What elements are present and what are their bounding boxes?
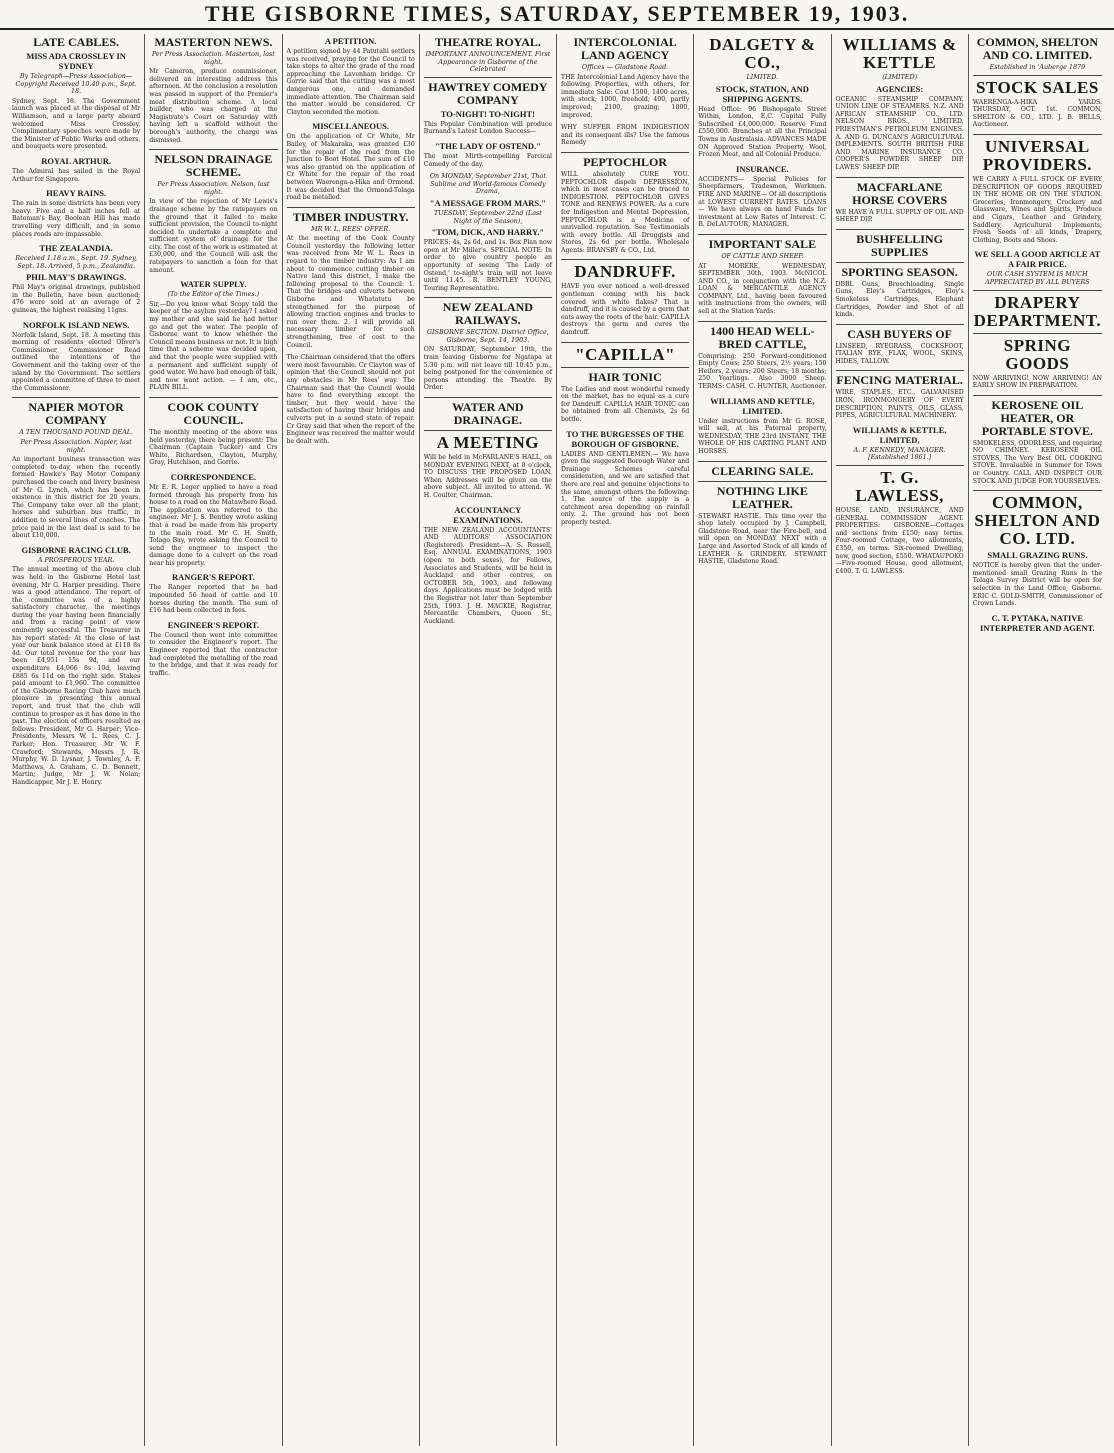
column-7 (832, 34, 969, 1446)
article-heading: COMMON, SHELTON AND CO. LTD. (974, 493, 1101, 549)
article-dateline: GISBORNE SECTION. District Office, Gisborne, Sept. 14, 1903. (426, 328, 549, 344)
column-2 (145, 34, 282, 1446)
article-heading: IMPORTANT SALE (708, 236, 817, 251)
article-heading: KEROSENE OIL HEATER, OR PORTABLE STOVE. (981, 397, 1093, 438)
article-body: PRICES: 4s, 2s 6d, and 1s. Box Plan now open at Mr Miller's. SPECIAL NOTE: In order to give country people an opportunity of seeing 'The Lady of Ostend,' to-night's train will not leave until 11.45. R. BENTLEY YOUNG, Touring Representative. (423, 239, 552, 292)
article-heading: T. G. LAWLESS, (855, 468, 944, 506)
article-body: In view of the rejection of Mr Lewis's drainage scheme by the ratepayers on the ground that it failed to make sufficient provision, the Council to-night decided to undertake a complete and sufficient system of drainage for the city. The cost of the work is estimated at £30,000, and the Council will ask the ratepayers to sanction a loan for that amount. (149, 198, 278, 274)
article-body: OCEANIC STEAMSHIP COMPANY. UNION LINE OF STEAMERS. N.Z. AND AFRICAN STEAMSHIP CO., LTD. NELSON BROS., LIMITED. PRIESTMAN'S PETROLEUM ENGINES. A. AND G. DUNCAN'S AGRICULTURAL IMPLEMENTS. SOUTH BRITISH FIRE AND MARINE INSURANCE CO. COOPER'S POWDER SHEEP DIP. LAWES' SHEEP DIP. (835, 95, 964, 171)
column-rule (424, 430, 552, 431)
masthead (0, 0, 1114, 30)
article-heading: WILLIAMS & KETTLE (842, 35, 957, 72)
article-heading: PHIL MAY'S DRAWINGS. (26, 272, 127, 283)
article-heading: DALGETY & CO., (709, 35, 816, 72)
column-rule (424, 297, 552, 298)
article-body: THE Intercolonial Land Agency have the following Properties, with others, for immediate Sale: Cost 1500, 1400 acres, with stock; 1000, freehold; 400, partly improved; 2100, grazing; 1800, improved. (561, 73, 690, 119)
column-rule (561, 367, 689, 368)
article-body: On the application of Cr White, Mr Bailey, of Makaraka, was granted £30 for the repair of the road from the Junction to Boot Hotel. The sum of £10 was also granted on the application of Cr White for the repair of the road between Waerenga-a-Hika and Ormond. It was decided that the Ormond-Tolaga road be metalled. (286, 133, 415, 202)
article-body: WILL absolutely CURE YOU. PEPTOCHLOR dispels DEPRESSION, which in most cases can be traced to INDIGESTION. PEPTOCHLOR GIVES TONE and RENEWS POWER. As a cure for Indigestion and Mental Depression, PEPTOCHLOR is a Medicine of unrivalled reputation. See Testimonials with every bottle. All Druggists and Stores, 2s 6d per bottle. Wholesale Agents: BRANSBY & CO., Ltd. (561, 170, 690, 254)
column-rule (12, 397, 140, 398)
article-heading: GISBORNE RACING CLUB. (21, 544, 131, 555)
article-body: WE CARRY A FULL STOCK OF EVERY DESCRIPTION OF GOODS REQUIRED IN THE HOME OR ON THE STATION. Groceries, Ironmongery, Crockery and Glassware, Wines and Spirits, Produce and Cigars, Leather and Grindery, Saddlery, Agricultural Implements, Fresh Seeds of all kinds, Drapery, Clothing, Boots and Shoes. (972, 175, 1102, 244)
article-body: Mr E. R. Leger applied to have a road formed through his property from his house to a road on the Matawhero Road. The application was referred to the engineer. Mr J. S. Bentley wrote asking that a road be made from his property to the main road. Mr C. H. Smith, Tolago Bay, wrote asking the Council to send the engineer to inspect the damage done to a culvert on the road near his property. (149, 483, 278, 567)
column-rule (698, 481, 826, 482)
article-body: ON SATURDAY, September 19th, the train leaving Gisborne for Ngatapa at 5.30 p.m. will not leave till 10.45 p.m., being postponed for the convenience of persons attending the Theatre. By Order. (423, 346, 552, 392)
column-rule (973, 75, 1102, 76)
article-heading: ENGINEER'S REPORT. (167, 619, 259, 630)
column-rule (973, 395, 1102, 396)
article-heading: FENCING MATERIAL. (836, 373, 963, 388)
article-heading: NOTHING LIKE LEATHER. (716, 483, 808, 511)
article-heading: WILLIAMS & KETTLE, LIMITED, (852, 424, 947, 445)
article-body: An important business transaction was completed to-day, when the recently formed Hawke's Bay Motor Company purchased the coach and livery business of Mr G. Lynch, which has been in existence in this district for 20 years. The Company take over all the plant, horses and suburban bus traffic, in addition to several lines of coaches. The price paid in the last deal is said to be about £10,000. (12, 456, 141, 540)
article-body: WIRE, STAPLES, ETC., GALVANISED IRON, IRONMONGERY OF EVERY DESCRIPTION, PAINTS, OILS, GLASS, PIPES, AGRICULTURAL MACHINERY. (835, 389, 964, 420)
article-body: WHY SUFFER FROM INDIGESTION and its consequent ills? Use the famous Remedy (561, 124, 690, 147)
article-body: The most Mirth-compelling Farcical Comedy of the day. (423, 152, 552, 168)
newspaper-title: THE GISBORNE TIMES, SATURDAY, SEPTEMBER 19, 1903. (204, 1, 910, 26)
article-dateline: Received 1.18 a.m., Sept. 19. Sydney, Sept. 18. Arrived, 5 p.m., Zealandia. (15, 254, 137, 270)
article-dateline: (To the Editor of the Times.) (167, 290, 260, 299)
column-rule (836, 324, 964, 325)
article-heading: TO-NIGHT! TO-NIGHT! (440, 108, 535, 119)
column-rule (561, 342, 689, 343)
column-rule (149, 397, 277, 398)
article-body: THE NEW ZEALAND ACCOUNTANTS' AND AUDITORS' ASSOCIATION (Registered). President—A. S. Russell, Esq. ANNUAL EXAMINATIONS, 1903 (open to both sexes), for Fellows, Associates and Students, will be held in Auckland and other centres, on OCTOBER 5th, 1903, and following days. Applications must be lodged with the Registrar not later than September 25th, 1903. J. H. MACKIE, Registrar, Mercantile Chambers, Queen St., Auckland. (423, 526, 552, 625)
article-heading: INSURANCE. (736, 163, 789, 174)
article-heading: COOK COUNTY COUNCIL. (167, 399, 260, 427)
article-dateline: Per Press Association. Masterton, last night. (151, 50, 275, 66)
article-heading: NEW ZEALAND RAILWAYS. (442, 300, 533, 328)
article-heading: COMMON, SHELTON AND CO. LIMITED. (976, 35, 1099, 62)
article-heading: WE SELL A GOOD ARTICLE AT A FAIR PRICE. (974, 249, 1101, 270)
article-body: A petition signed by 44 Patutahi settlers was received, praying for the Council to take steps to alter the grade of the road approaching the Lavenham bridge. Cr Gorrie said that the cutting was a most dangerous one, and demanded immediate attention. The Chairman said the matter would be considered. Cr Clayton seconded the motion. (286, 48, 415, 116)
column-3 (283, 34, 420, 1446)
column-rule (424, 397, 552, 398)
column-5 (557, 34, 694, 1446)
article-heading: HEAVY RAINS. (46, 188, 107, 199)
article-body: Sir,—Do you know what Scopy told the keeper at the asylum yesterday? I asked my mother and she said he had better go and get the water. The people of Gisborne want to know whether the Council means business or not. It is high time that a scheme was decided upon, and that the people were supplied with a permanent and sufficient supply of good water. We have had enough of talk, and now want action. — I am, etc., PLAIN BILL. (149, 300, 278, 392)
article-dateline: Established in 'Auberge 1879 (989, 63, 1086, 71)
article-heading: NAPIER MOTOR COMPANY (28, 400, 124, 428)
article-heading: WILLIAMS AND KETTLE, LIMITED. (710, 395, 815, 416)
article-heading: CASH BUYERS OF (847, 326, 952, 341)
article-heading: STOCK SALES (975, 77, 1099, 97)
article-heading: NORFOLK ISLAND NEWS. (22, 319, 130, 330)
article-heading: LATE CABLES. (33, 35, 120, 49)
column-rule (287, 207, 415, 208)
article-body: Mr Cameron, produce commissioner, delivered an interesting address this afternoon. At the conclusion a resolution was passed in support of the Premier's meat distribution scheme. A local builder, who was charged at the Magistrate's Court on Saturday with having left a scaffold without the borough's authority, the charge was dismissed. (149, 68, 278, 144)
article-heading: AGENCIES: (876, 83, 924, 94)
article-heading: TIMBER INDUSTRY. (292, 209, 409, 224)
article-dateline: IMPORTANT ANNOUNCEMENT. First Appearance in Gisborne of the Celebrated (425, 50, 551, 74)
article-heading: ACCOUNTANCY EXAMINATIONS. (453, 504, 523, 525)
article-body: The Ladies and most wonderful remedy on the market, has no equal as a cure for Dandruff. CAPILLA HAIR TONIC can be obtained from all Chemists, 2s 6d bottle. (561, 385, 690, 423)
article-heading: TO THE BURGESSES OF THE BOROUGH OF GISBORNE. (566, 428, 685, 449)
article-dateline: OF CATTLE AND SHEEP. (721, 251, 804, 260)
article-dateline: A. F. KENNEDY, MANAGER. [Established 1861.] (853, 445, 946, 462)
article-heading: SMALL GRAZING RUNS. (987, 550, 1088, 561)
article-body: NOW ARRIVING! NOW ARRIVING! AN EARLY SHOW IN PREPARATION. (972, 374, 1102, 390)
article-dateline: On MONDAY, September 21st, That Sublime and World-famous Comedy Drama, (429, 172, 546, 196)
article-dateline: By Telegraph—Press Association—Copyright Received 10.40 p.m., Sept. 18. (15, 72, 137, 96)
article-body: At the meeting of the Cook County Council yesterday the following letter was received from Mr W. L. Rees in regard to the timber industry: As I am about to commence cutting timber on Native land this district, I make the following proposal to the Council: 1. That the bridges and culverts between Gisborne and Whatatutu be strengthened for the purpose of allowing traction engines and trucks to run over them. 2. I will provide all necessary timber for such strengthening, free of cost to the Council. (286, 235, 415, 349)
article-heading: CLEARING SALE. (711, 463, 814, 478)
article-heading: C. T. PYTAKA, NATIVE INTERPRETER AND AGENT. (979, 612, 1095, 633)
article-body: WE HAVE A FULL SUPPLY OF OIL AND SHEEP DIP. (835, 208, 964, 224)
article-dateline: A PROSPEROUS YEAR. (37, 555, 115, 564)
article-body: Head Office: 96 Bishopsgate Street Within, London, E.C. Capital Fully Subscribed £4,000,000. Reserve Fund £550,000. Branches at all the Principal Towns in Australasia. ADVANCES MADE ON Approved Station Property, Wool, Frozen Meat, and all Colonial Produce. (698, 105, 827, 159)
column-rule (973, 290, 1102, 291)
article-heading: STOCK, STATION, AND SHIPPING AGENTS. (715, 83, 809, 104)
column-rule (836, 370, 964, 371)
article-heading: MASTERTON NEWS. (154, 35, 273, 49)
article-dateline: Per Press Association. Napier, last night. (20, 438, 132, 454)
article-heading: BUSHFELLING SUPPLIES (856, 231, 943, 259)
article-heading: HAWTREY COMEDY COMPANY (428, 79, 548, 107)
column-rule (973, 490, 1102, 491)
article-heading: ROYAL ARTHUR. (41, 155, 111, 166)
article-heading: A MEETING (436, 433, 540, 453)
article-heading: SPRING GOODS (1003, 335, 1071, 373)
article-heading: THEATRE ROYAL. (434, 35, 541, 49)
article-dateline: A TEN THOUSAND POUND DEAL. (19, 428, 133, 437)
article-heading: "CAPILLA" (575, 344, 676, 364)
column-rule (424, 77, 552, 78)
article-body: The Chairman considered that the offers were most favourable. Cr Clayton was of opinion that the Council should not put any obstacles in Mr Rees' way. The Chairman said that the Council would have to find everything except the timber, but they would have the satisfaction of having their bridges and culverts put in a sound state of repair. Cr Gray said that when the report of the Engineer was received the matter would be dealt with. (286, 354, 415, 445)
article-body: Sydney, Sept. 18. The Government launch was placed at the disposal of Mr Williamson, and a large party aboard welcomed Miss Crossley. Complimentary speeches were made by the Minister of Public Works and others, and bouquets were presented. (12, 97, 141, 151)
article-dateline: LIMITED. (746, 73, 779, 81)
column-rule (836, 465, 964, 466)
article-dateline: (LIMITED) (882, 73, 918, 81)
article-body: WAERENGA-A-HIKA YARDS. THURSDAY, OCT. 1st. COMMON, SHELTON & CO., LTD. J. B. BELLS, Auctioneer. (972, 98, 1102, 129)
article-heading: "A MESSAGE FROM MARS." (429, 197, 546, 208)
article-heading: "THE LADY OF OSTEND." (434, 140, 541, 151)
column-rule (836, 262, 964, 263)
article-heading: RANGER'S REPORT. (172, 572, 255, 583)
article-body: Under instructions from Mr G. ROSE, will sell, at his Paternal property, WEDNESDAY, THE 23rd INSTANT, THE WHOLE OF HIS CARTING PLANT AND HORSES. (698, 417, 827, 455)
article-body: The Council then went into committee to consider the Engineer's report. The Engineer reported that the contractor had completed the metalling of the road to the bridge, and that it was ready for traffic. (149, 631, 278, 677)
article-heading: DANDRUFF. (574, 262, 676, 282)
article-heading: INTERCOLONIAL LAND AGENCY (573, 35, 677, 62)
article-heading: WATER SUPPLY. (180, 279, 247, 290)
article-body: Phil May's original drawings, published in the Bulletin, have been auctioned; 476 were sold at an average of 2 guineas, the highest realising 11gns. (12, 284, 141, 315)
column-8 (969, 34, 1106, 1446)
article-dateline: Per Press Association. Nelson, last night. (157, 180, 270, 196)
article-heading: PEPTOCHLOR (583, 154, 668, 169)
article-body: Will be held in McFARLANE'S HALL, on MONDAY EVENING NEXT, at 8 o'clock, TO DISCUSS THE PROPOSED LOAN. When Addresses will be given on the above subject. All invited to attend. W. H. Coulter, Chairman. (423, 454, 552, 499)
column-6 (694, 34, 831, 1446)
column-1 (8, 34, 145, 1446)
column-rule (698, 321, 826, 322)
article-body: The rain in some districts has been very heavy. Five and a half inches fell at Bateman's Bay, Boolean Hill has made travelling very difficult, and in some places roads are impassable. (12, 200, 141, 238)
article-heading: MACFARLANE HORSE COVERS (852, 179, 948, 207)
article-body: AT MORERE, WEDNESDAY, SEPTEMBER 30th, 1903. McNICOL AND CO., in conjunction with the N.Z. LOAN & MERCANTILE AGENCY COMPANY, Ltd., having been favoured with instructions from the owners, will sell at the Station Yards: (698, 262, 827, 316)
column-4 (420, 34, 557, 1446)
column-rule (149, 149, 277, 150)
article-body: The monthly meeting of the above was held yesterday, there being present: The Chairman (Captain Tucker) and Crs White, Richardson, Clayton, Murphy, Gray, Hutchison, and Gorrie. (149, 428, 278, 467)
article-body: LINSEED, RYEGRASS, COCKSFOOT, ITALIAN RYE, FLAX, WOOL, SKINS, HIDES, TALLOW. (835, 342, 964, 365)
article-dateline: OUR CASH SYSTEM IS MUCH APPRECIATED BY ALL BUYERS (985, 270, 1090, 286)
column-rule (973, 333, 1102, 334)
article-heading: A PETITION. (324, 36, 377, 46)
article-body: ACCIDENTS— Special Policies for Sheepfarmers, Tradesmen, Workmen. FIRE AND MARINE— Of all descriptions at LOWEST CURRENT RATES. LOANS— We have always on hand Funds for investment at Low Rates of Interest. C. B. DeLAUTOUR, MANAGER. (698, 175, 827, 229)
article-body: The annual meeting of the above club was held in the Gisborne Hotel last evening, Mr G. Harper presiding. There was a good attendance. The report of the committee was of a highly satisfactory character, the meetings during the year having been financially and from a racing point of view eminently successful. The Treasurer in his report stated: At the close of last year our bank balance stood at £118 8s 4d. Our total revenue for the year has been £4,951 15s 9d, and our expenditure £4,066 8s 10d, leaving £885 6s 11d on the right side. Stakes paid amount to £1,960. The committee of the Gisborne Racing Club have much pleasure in presenting this annual report, and trust that the club will continue to prosper as it has done in the past. The election of officers resulted as follows: President, Mr G. Harper; Vice-Presidents, Messrs W. L. Rees, C. J. Parker; Hon. Treasurer, Mr W. F. Crawford; Stewards, Messrs J. R. Murphy, W. D. Lysnar, J. Townley, A. F. Matthews, A. Graham, C. D. Bennett, Martin; Judge, Mr J. W. Nolan; Handicapper, Mr J. E. Henry. (12, 566, 141, 786)
article-body: DBBL Guns, Breechloading, Single Guns, Eley's Cartridges, Eley's Smokeless Cartridges, Elephant Cartridges, Powder and Shot of all kinds. (835, 280, 964, 319)
article-dateline: TUESDAY, September 22nd (Last Night of the Season), (433, 208, 542, 225)
article-body: Norfolk Island, Sept. 18. A meeting this morning of residents elected Oliver's Commissioner, Commissioner Read outlined the intentions of the Government and the taking over of the island by the Government. The settlers appointed a committee of three to meet the Commissioner. (12, 331, 141, 392)
column-rule (836, 177, 964, 178)
article-dateline: MR W. L. REES' OFFER. (311, 224, 391, 233)
column-rule (698, 461, 826, 462)
article-heading: MISS ADA CROSSLEY IN SYDNEY (26, 51, 126, 71)
article-heading: UNIVERSAL PROVIDERS. (982, 136, 1093, 174)
article-heading: HAIR TONIC (588, 369, 662, 384)
article-body: This Popular Combination will produce Burnand's Latest London Success— (423, 120, 552, 136)
article-body: Comprising: 250 Forward-conditioned Empty Cows; 250 Steers, 2½ years; 150 Heifers, 2 years; 200 Steers, 18 months; 250 Yearlings. Also 3000 Sheep. TERMS: CASH. C. HUNTER, Auctioneer. (698, 352, 827, 391)
article-body: HAVE you ever noticed a well-dressed gentleman coming with his back covered with white flakes? That is dandruff, and it is caused by a germ that eats away the roots of the hair. CAPILLA destroys the germ and cures the dandruff. (561, 283, 690, 337)
article-dateline: Offices — Gladstone Road. (582, 63, 669, 71)
article-body: NOTICE is hereby given that the under-mentioned small Grazing Runs in the Tolaga Survey District will be open for selection in the Land Office, Gisborne. ERIC C. GOLD-SMITH, Commissioner of Crown Lands. (972, 562, 1102, 608)
column-rule (973, 134, 1102, 135)
column-rule (836, 229, 964, 230)
newspaper-columns (8, 34, 1106, 1446)
article-heading: WATER AND DRAINAGE. (452, 400, 524, 428)
article-heading: THE ZEALANDIA. (39, 243, 113, 254)
article-heading: DRAPERY DEPARTMENT. (973, 292, 1102, 330)
column-rule (698, 234, 826, 235)
article-heading: MISCELLANEOUS. (312, 121, 389, 132)
article-heading: 1400 HEAD WELL-BRED CATTLE, (710, 323, 815, 351)
article-body: STEWART HASTIE. This time over the shop lately occupied by J. Campbell, Gladstone Road, near the Fire-bell, and will open on MONDAY NEXT with a Large and Assorted Stock of all kinds of LEATHER & GRINDERY. STEWART HASTIE, Gladstone Road. (698, 512, 827, 566)
column-rule (561, 152, 689, 153)
article-body: LADIES AND GENTLEMEN,— We have given the suggested Borough Water and Drainage Schemes careful consideration, and we are satisfied that there are real and genuine objections to the same, amongst others the following: 1. The source of the supply is a catchment area depending on rainfall only. 2. The ground has not been properly tested. (561, 450, 690, 526)
article-heading: NELSON DRAINAGE SCHEME. (154, 152, 273, 180)
article-body: HOUSE, LAND, INSURANCE, AND GENERAL COMMISSION AGENT. PROPERTIES: GISBORNE—Cottages and sections from £150; easy terms. Four-roomed Cottage, two allotments, £350, on terms. Six-roomed Dwelling, new, good section, £550. WHATAUPOKO—Five-roomed House, good allotment, £400. T. G. LAWLESS. (835, 507, 964, 575)
article-heading: "TOM, DICK, AND HARRY." (431, 227, 545, 238)
article-body: The Admiral has sailed in the Royal Arthur for Singapore. (12, 167, 141, 183)
article-body: The Ranger reported that he had impounded 56 head of cattle and 10 horses during the month. The sum of £16 had been collected in fees. (149, 584, 278, 615)
article-body: SMOKELESS, ODORLESS, and requiring NO CHIMNEY. KEROSENE OIL STOVES, The Very Best OIL COOKING STOVE. Invaluable in Summer for Town or Country. CALL AND INSPECT OUR STOCK AND JUDGE FOR YOURSELVES. (972, 439, 1102, 485)
article-heading: CORRESPONDENCE. (170, 471, 256, 482)
article-heading: SPORTING SEASON. (841, 264, 958, 279)
column-rule (561, 259, 689, 260)
